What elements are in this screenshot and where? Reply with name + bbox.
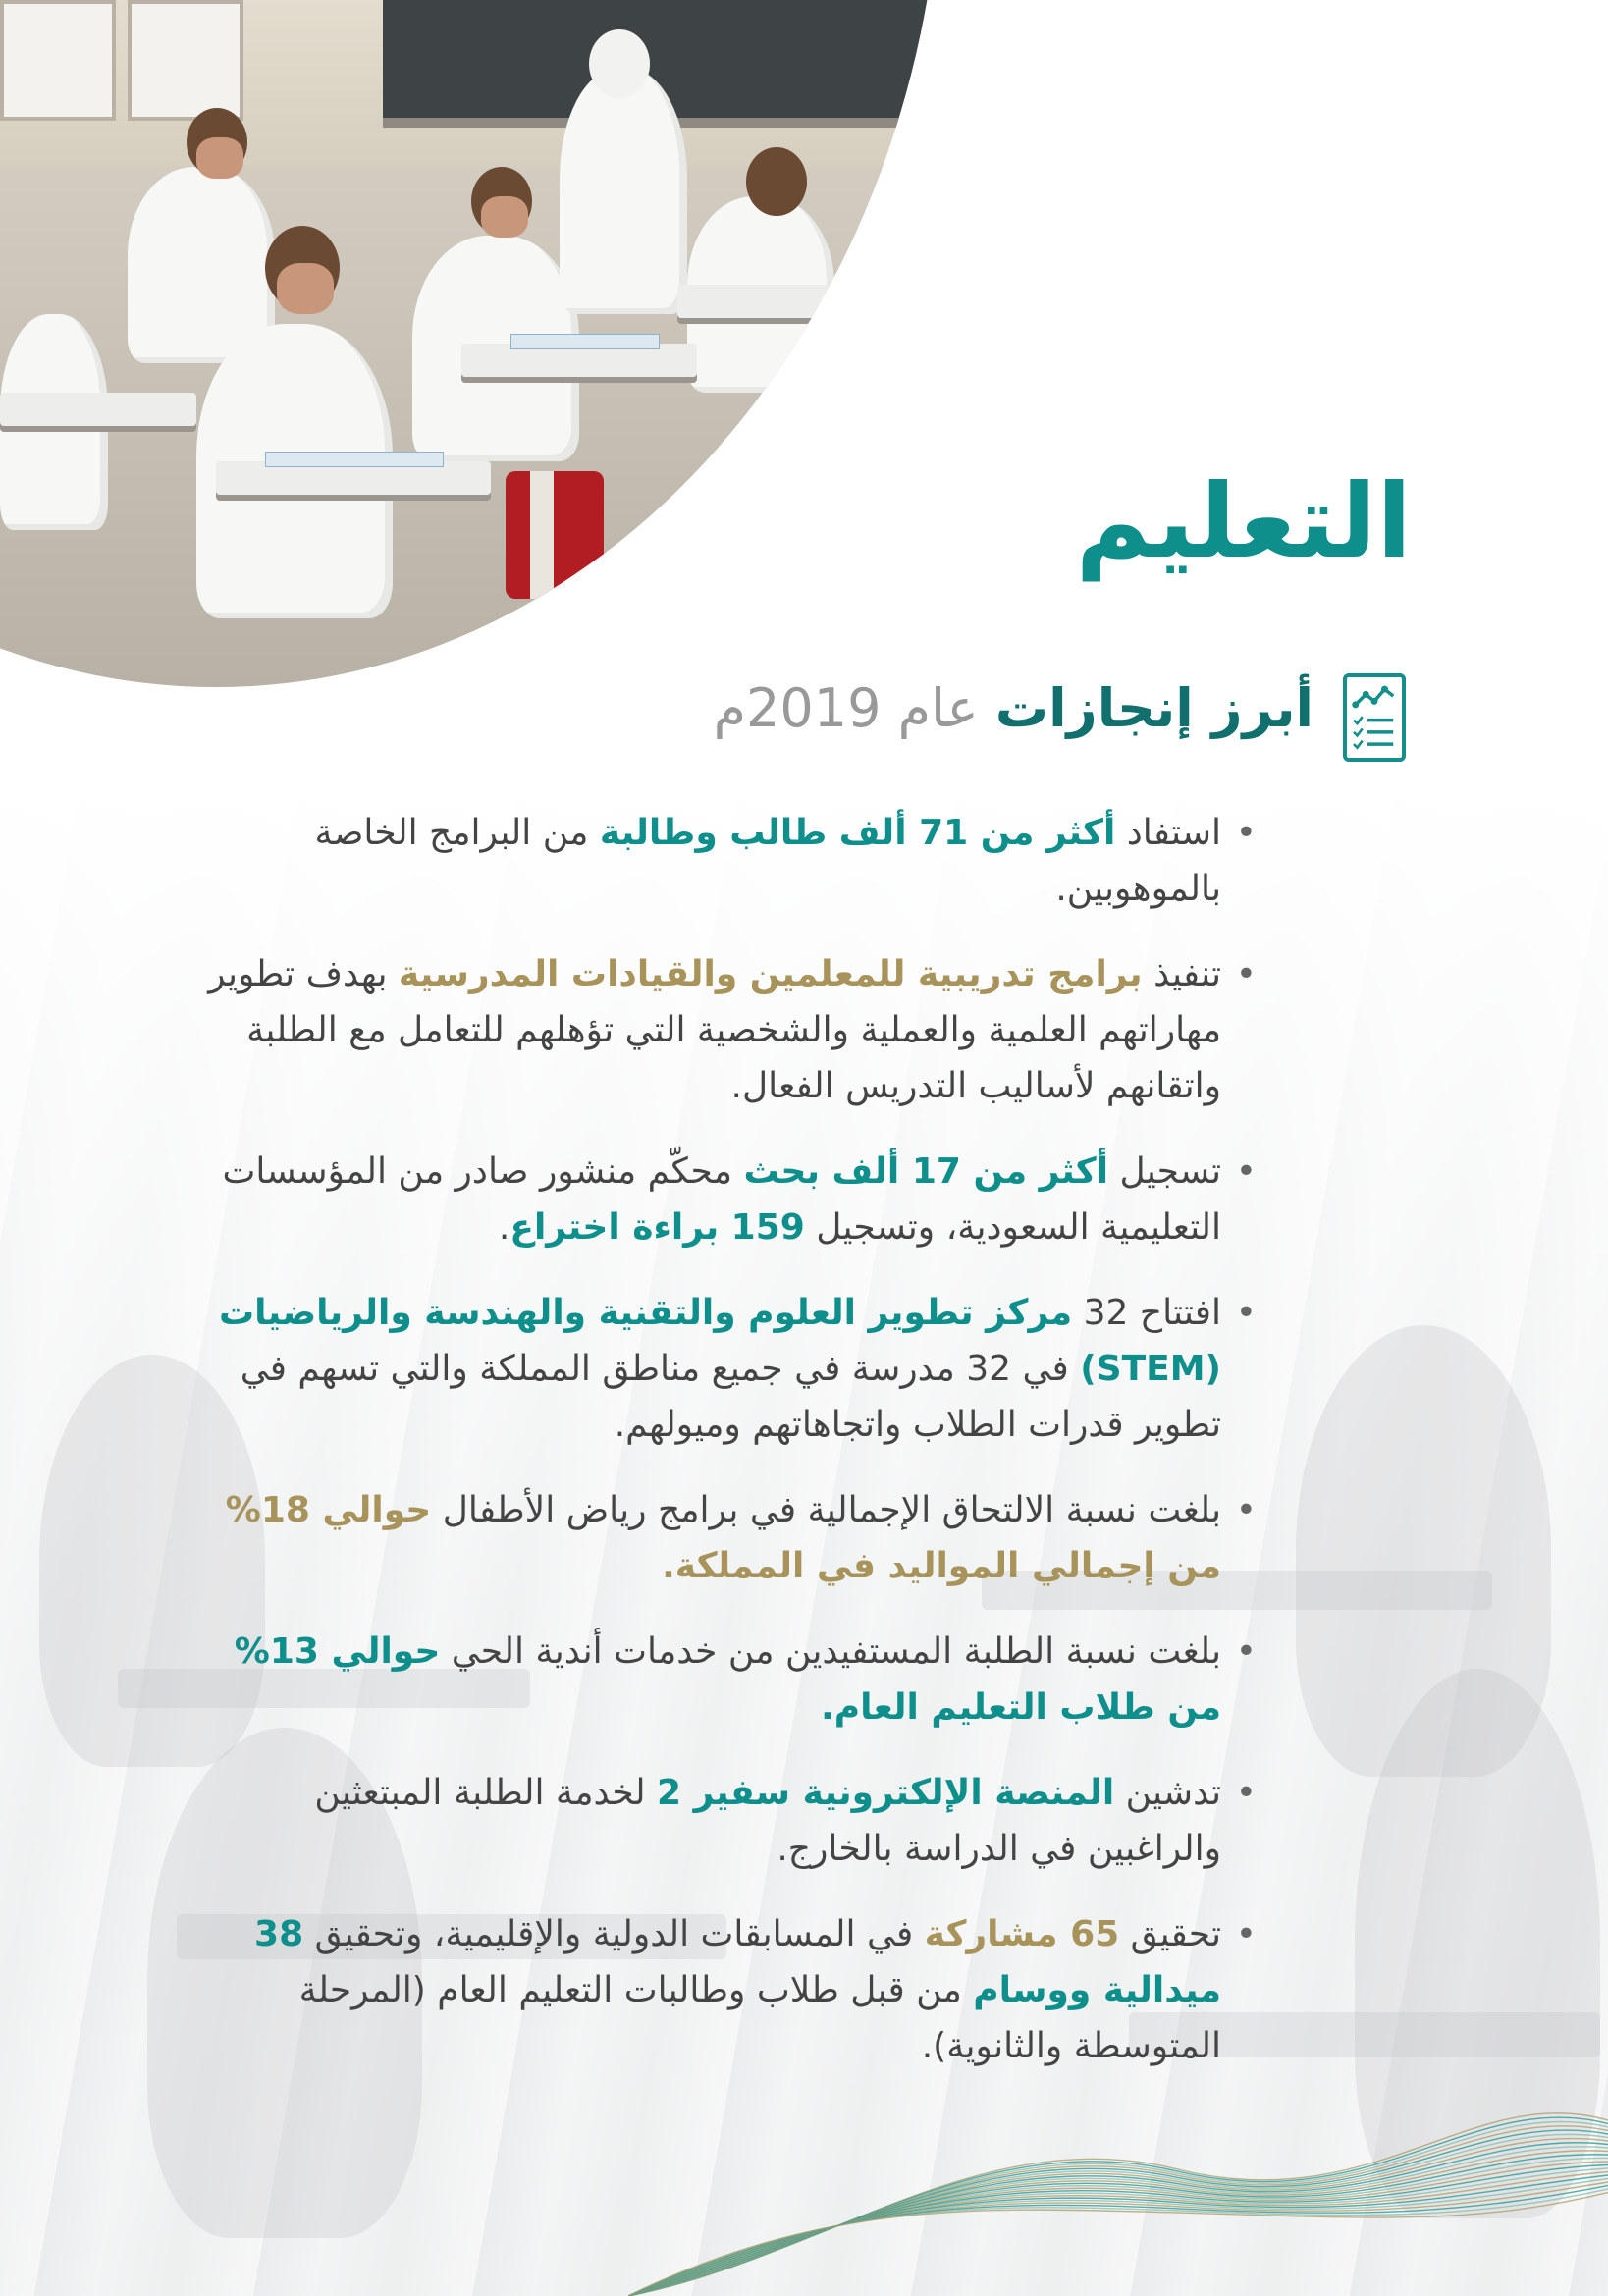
teacher-head	[589, 29, 650, 98]
achievement-text: بلغت نسبة الالتحاق الإجمالية في برامج رياض الأطفال	[431, 1490, 1221, 1530]
achievement-item	[206, 1624, 1257, 1735]
achievement-highlight: حوالي 18% من إجمالي المواليد في المملكة.	[225, 1490, 1221, 1586]
achievement-highlight: أكثر من 17 ألف بحث	[743, 1151, 1109, 1192]
red-school-bag	[506, 471, 604, 599]
wall-poster	[0, 0, 116, 121]
achievement-text: تدشين	[1114, 1773, 1221, 1813]
achievement-text: .	[498, 1207, 510, 1248]
achievement-item	[206, 1482, 1257, 1594]
achievement-text: بهدف تطوير مهاراتهم العلمية والعملية والشخصية التي تؤهلهم للتعامل مع الطلبة واتقانهم لأساليب التدريس الفعال.	[208, 954, 1221, 1106]
achievement-text: بلغت نسبة الطلبة المستفيدين من خدمات أندية الحي	[440, 1631, 1221, 1672]
student-face	[196, 137, 243, 179]
achievement-item	[206, 1144, 1257, 1255]
wave-line	[628, 2168, 1608, 2296]
achievement-item	[206, 1906, 1257, 2074]
wave-line	[628, 2172, 1608, 2296]
achievement-text: تسجيل	[1108, 1151, 1221, 1192]
achievement-text: افتتاح 32	[1072, 1293, 1221, 1333]
achievement-highlight: 38 ميدالية ووسام	[254, 1914, 1221, 2010]
achievements-list	[206, 805, 1257, 2104]
subheading-highlight: أبرز إنجازات	[994, 677, 1313, 739]
wall-poster	[128, 0, 243, 121]
achievement-highlight: أكثر من 71 ألف طالب وطالبة	[599, 813, 1116, 853]
school-bag-stripe	[530, 471, 554, 599]
student-head	[746, 147, 807, 216]
achievement-highlight: حوالي 13% من طلاب التعليم العام.	[234, 1631, 1221, 1728]
achievement-text: لخدمة الطلبة المبتعثين والراغبين في الدراسة بالخارج.	[314, 1773, 1221, 1869]
achievement-text: استفاد	[1115, 813, 1221, 853]
desk	[677, 285, 893, 318]
desk	[0, 393, 196, 426]
achievement-text: من قبل طلاب وطالبات التعليم العام (المرحلة المتوسطة والثانوية).	[298, 1970, 1221, 2066]
book	[510, 334, 660, 349]
achievement-item	[206, 805, 1257, 917]
decorative-waves	[628, 2061, 1608, 2296]
achievement-highlight: برامج تدريبية للمعلمين والقيادات المدرسية	[398, 954, 1143, 994]
wave-line	[628, 2130, 1608, 2296]
achievement-text: في المسابقات الدولية والإقليمية، وتحقيق	[303, 1914, 925, 1954]
book	[265, 452, 444, 467]
achievement-highlight: 159 براءة اختراع	[509, 1207, 805, 1248]
achievement-highlight: المنصة الإلكترونية سفير 2	[657, 1773, 1115, 1813]
teacher	[560, 69, 687, 314]
achievement-item	[206, 946, 1257, 1114]
achievement-text: تنفيذ	[1142, 954, 1221, 994]
achievement-text: في 32 مدرسة في جميع مناطق المملكة والتي تسهم في تطوير قدرات الطلاب واتجاهاتهم وميولهم.	[240, 1349, 1221, 1445]
achievement-text: من البرامج الخاصة بالموهوبين.	[314, 813, 1221, 909]
section-subheading	[714, 677, 1313, 739]
achievement-highlight: 65 مشاركة	[924, 1914, 1120, 1954]
achievement-text: تحقيق	[1119, 1914, 1221, 1954]
page-title: التعليم	[1075, 461, 1412, 581]
student-face	[277, 263, 334, 314]
achievement-highlight: مركز تطوير العلوم والتقنية والهندسة والرياضيات (STEM)	[218, 1293, 1221, 1389]
hero-classroom-photo	[0, 0, 942, 687]
wave-line	[628, 2143, 1608, 2296]
achievement-item	[206, 1285, 1257, 1453]
achievement-text: محكّم منشور صادر من المؤسسات التعليمية السعودية، وتسجيل	[222, 1151, 1221, 1248]
chart-checklist-icon	[1343, 673, 1406, 762]
student-face	[481, 196, 528, 238]
subheading-year: عام 2019م	[713, 677, 995, 739]
achievement-item	[206, 1765, 1257, 1877]
